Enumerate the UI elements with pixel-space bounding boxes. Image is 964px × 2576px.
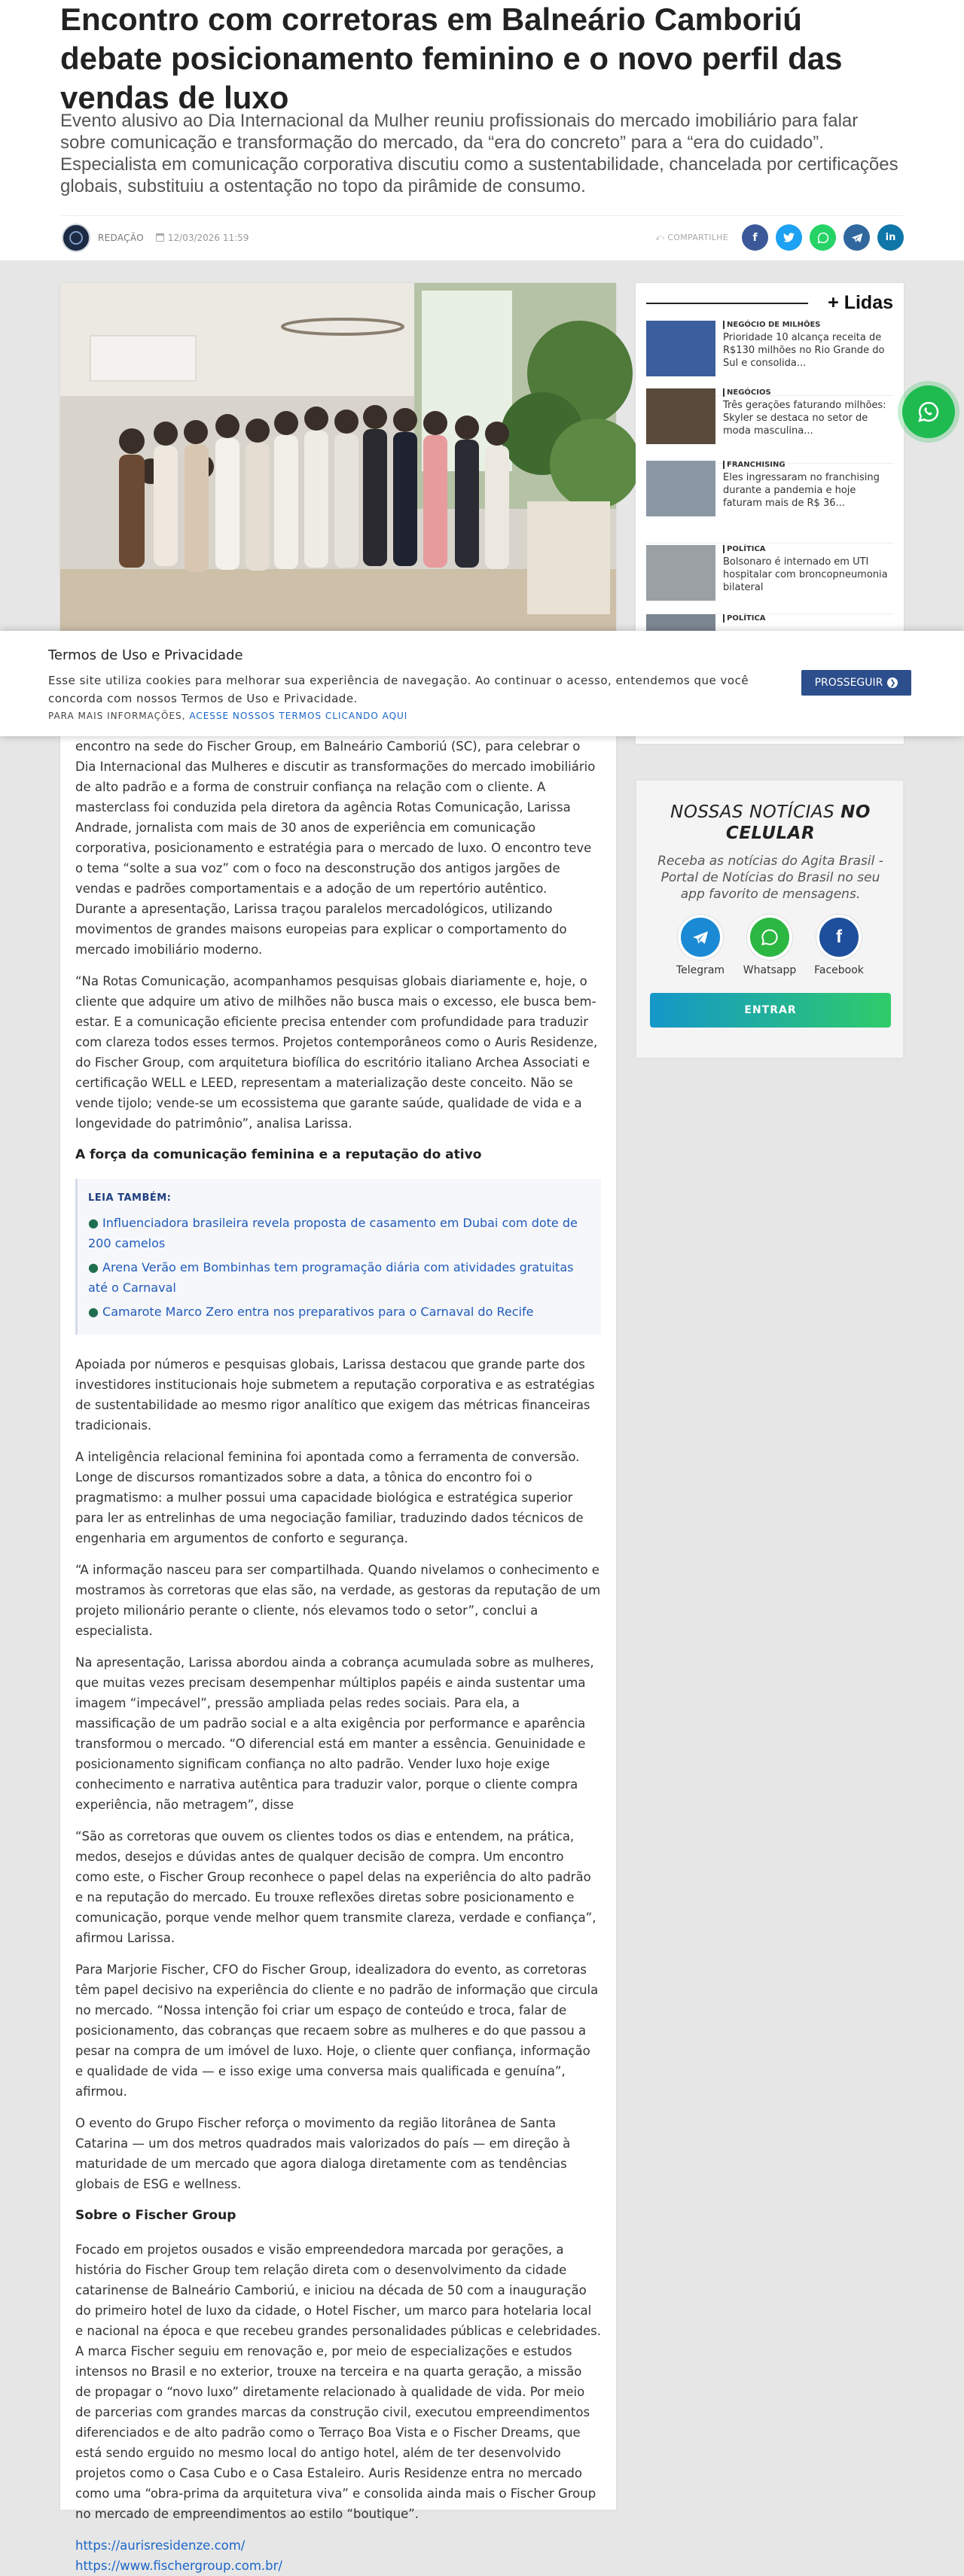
bullet-icon: ● xyxy=(88,1305,103,1319)
share-twitter-button[interactable] xyxy=(776,224,802,251)
whatsapp-float-button[interactable] xyxy=(902,385,955,438)
article-paragraph: “São as corretoras que ouvem os clientes todos os dias e entendem, na prática, medos, desejos e dúvidas antes de qualquer decisão de compra. Um encontro como este, o Fischer Group reconhece o papel delas na experiência do alto padrão e na reputação do mercado. Eu trouxe reflexões diretas sobre posicionamento e comunicação, porque vende melhor quem transmite clareza, verdade e confiança”, afirmou Larissa. xyxy=(75,1829,596,1945)
most-read-category: POLÍTICA xyxy=(723,545,893,553)
most-read-item[interactable] xyxy=(646,388,893,464)
author-name[interactable]: REDAÇÃO xyxy=(98,232,144,243)
article-paragraph: “Na Rotas Comunicação, acompanhamos pesquisas globais diariamente e, hoje, o cliente que adquire um ativo de milhões não busca mais o excesso, ele busca bem-estar. E a comunicação eficiente precisa entender com profundidade para traduzir com clareza todos esses termos. Projetos contemporâneos como o Auris Residenze, do Fischer Group, com arquitetura biofílica do escritório italiano Archea Associati e certificação WELL e LEED, representam a materialização deste conceito. Não se vende tijolo; vende-se um ecossistema que garante saúde, qualidade de vida e a longevidade do patrimônio”, analisa Larissa. xyxy=(75,974,598,1131)
whatsapp-app-link[interactable] xyxy=(740,915,799,976)
share-icon: ⤺ xyxy=(655,232,665,242)
share-bar xyxy=(655,224,904,251)
twitter-icon xyxy=(783,233,795,242)
author-avatar[interactable] xyxy=(62,224,90,252)
article-meta-bar xyxy=(60,215,904,259)
article-paragraph: A inteligência relacional feminina foi apontada como a ferramenta de conversão. Longe de discursos romantizados sobre a data, a tônica do encontro foi o pragmatismo: a mulher possui uma capacidade biológica e estratégica superior para ler as entrelinhas de uma negociação familiar, traduzindo dados técnicos de engenharia em argumentos de conforto e segurança. xyxy=(75,1450,584,1545)
cookie-title: Termos de Uso e Privacidade xyxy=(48,647,243,663)
article-subhead: Evento alusivo ao Dia Internacional da Mulher reuniu profissionais do mercado imobiliário para falar sobre comunicação e transformação do mercado, da “era do concreto” para a “era do cuidado”. Especialista em comunicação corporativa discutiu como a sustentabilidade, chancelada por certificações globais, substituiu a ostentação no topo da pirâmide de consumo. xyxy=(60,111,898,196)
read-also-box xyxy=(75,1179,601,1335)
most-read-category: NEGÓCIO DE MILHÕES xyxy=(723,321,893,329)
read-also-link-text[interactable]: Camarote Marco Zero entra nos preparativos para o Carnaval do Recife xyxy=(102,1305,534,1319)
publish-date-text: 12/03/2026 11:59 xyxy=(167,232,249,243)
most-read-title-link[interactable]: Bolsonaro é internado em UTI hospitalar com broncopneumonia bilateral xyxy=(723,556,888,593)
telegram-icon xyxy=(692,930,709,945)
share-label xyxy=(655,233,728,243)
divider xyxy=(646,303,808,304)
bullet-icon: ● xyxy=(88,1260,103,1274)
most-read-item[interactable] xyxy=(646,461,893,544)
article-text xyxy=(75,736,601,2576)
telegram-icon xyxy=(851,233,863,243)
facebook-app-button[interactable] xyxy=(816,915,862,960)
app-label[interactable]: Telegram xyxy=(676,964,725,976)
app-links xyxy=(671,915,868,976)
share-telegram-button[interactable] xyxy=(844,224,870,251)
mobile-news-title-plain: NOSSAS NOTÍCIAS xyxy=(670,802,841,822)
most-read-header xyxy=(646,292,893,314)
mobile-news-title-bold: NO CELULAR xyxy=(725,802,871,843)
telegram-app-button[interactable] xyxy=(678,915,723,960)
proceed-button-label[interactable]: PROSSEGUIR xyxy=(814,677,883,689)
mobile-news-subtitle: Receba as notícias do Agita Brasil - Portal de Notícias do Brasil no seu app favorito de mensagens. xyxy=(657,854,883,902)
most-read-category: FRANCHISING xyxy=(723,461,893,469)
article-body xyxy=(60,283,616,2573)
whatsapp-icon xyxy=(917,400,940,423)
most-read-title-link[interactable]: Prioridade 10 alcança receita de R$130 milhões no Rio Grande do Sul e consolida... xyxy=(723,332,885,369)
read-also-link[interactable] xyxy=(88,1213,590,1253)
cookie-text: Esse site utiliza cookies para melhorar sua experiência de navegação. Ao continuar o acesso, entendemos que você concorda com nossos Termos de Uso e Privacidade. xyxy=(48,674,749,705)
bullet-icon: ● xyxy=(88,1216,103,1230)
whatsapp-app-button[interactable] xyxy=(747,915,792,960)
section-heading: A força da comunicação feminina e a reputação do ativo xyxy=(75,1147,482,1162)
whatsapp-icon xyxy=(817,232,829,244)
cookie-more-info xyxy=(48,711,407,721)
most-read-title-link[interactable]: Três gerações faturando milhões: Skyler se destaca no setor de moda masculina... xyxy=(723,400,886,437)
cookie-terms-link[interactable]: ACESSE NOSSOS TERMOS CLICANDO AQUI xyxy=(189,711,408,721)
chevron-right-icon: ❯ xyxy=(887,677,898,688)
enter-button[interactable]: ENTRAR xyxy=(650,993,891,1028)
article-photo xyxy=(60,283,616,631)
article-paragraph: O evento do Grupo Fischer reforça o movimento da região litorânea de Santa Catarina — um dos metros quadrados mais valorizados do país — em direção à maturidade de um mercado que agora dialoga diretamente com as tendências globais de ESG e wellness. xyxy=(75,2116,571,2191)
read-also-link[interactable] xyxy=(88,1257,590,1298)
share-facebook-button[interactable] xyxy=(742,224,768,251)
most-read-thumbnail[interactable] xyxy=(646,388,715,444)
most-read-thumbnail[interactable] xyxy=(646,321,715,376)
app-label[interactable]: Whatsapp xyxy=(743,964,797,976)
article-paragraph: Focado em projetos ousados e visão empreendedora marcada por gerações, a história do Fischer Group tem relação direta com o desenvolvimento da cidade catarinense de Balneário Camboriú, e iniciou na década de 50 com a inauguração do primeiro hotel de luxo da cidade, o Hotel Fischer, um marco para hotelaria local e nacional na época e que recebeu grandes personalidades públicas e celebridades. A marca Fischer seguiu em renovação e, por meio de especializações e estudos intensos no Brasil e no exterior, trouxe na terceira e na quarta geração, a missão de propagar o “novo luxo” diretamente relacionado à qualidade de vida. Por meio de parcerias com grandes marcas da construção civil, executou empreendimentos diferenciados e de alto padrão como o Terraço Boa Vista e o Fischer Dreams, que está sendo erguido no mesmo local do antigo hotel, além de ter desenvolvido projetos como o Casa Cubo e o Casa Estaleiro. Auris Residenze entra no mercado como uma “obra-prima da arquitetura viva” e consolida ainda mais o Fischer Group no mercado de empreendimentos ao estilo “boutique”. xyxy=(75,2243,601,2521)
read-also-link[interactable] xyxy=(88,1302,590,1322)
article-paragraph: Na apresentação, Larissa abordou ainda a cobrança acumulada sobre as mulheres, que muitas vezes precisam desempenhar múltiplos papéis e ainda sustentar uma imagem “impecável”, pressão ampliada pelas redes sociais. Para ela, a massificação de um padrão social e a alta exigência por performance e aparência transformou o mercado. “O diferencial está em manter a essência. Genuinidade e posicionamento significam confiança no alto padrão. Vender luxo hoje exige conhecimento e narrativa autêntica para traduzir valor, porque o cliente compra experiência, não metragem”, disse xyxy=(75,1655,594,1812)
most-read-item[interactable] xyxy=(646,321,893,396)
read-also-link-text[interactable]: Influenciadora brasileira revela proposta de casamento em Dubai com dote de 200 camelos xyxy=(88,1216,578,1250)
most-read-title-link[interactable]: Eles ingressaram no franchising durante a pandemia e hoje faturam mais de R$ 36... xyxy=(723,472,880,509)
facebook-icon: f xyxy=(836,927,842,947)
cookie-more-prefix: PARA MAIS INFORMAÇÕES, xyxy=(48,711,186,721)
read-also-link-text[interactable]: Arena Verão em Bombinhas tem programação diária com atividades gratuitas até o Carnaval xyxy=(88,1260,574,1295)
proceed-button[interactable] xyxy=(801,670,911,696)
external-link-auris[interactable]: https://aurisresidenze.com/ xyxy=(75,2538,246,2553)
facebook-app-link[interactable] xyxy=(810,915,868,976)
read-also-title: LEIA TAMBÉM: xyxy=(88,1192,172,1204)
article-paragraph: encontro na sede do Fischer Group, em Balneário Camboriú (SC), para celebrar o Dia Internacional das Mulheres e discutir as transformações do mercado imobiliário de alto padrão e a forma de construir confiança na relação com o cliente. A masterclass foi conduzida pela diretora da agência Rotas Comunicação, Larissa Andrade, jornalista com mais de 30 anos de experiência em comunicação corporativa, posicionamento e estratégia para o mercado de luxo. O encontro teve o tema “solte a sua voz” com o foco na desconstrução dos antigos jargões de vendas e padrões comportamentais e a adoção de um repertório autêntico. Durante a apresentação, Larissa traçou paralelos mercadológicos, utilizando movimentos de grandes maisons europeias para explicar o comportamento do mercado imobiliário moderno. xyxy=(75,739,596,957)
mobile-news-title xyxy=(636,802,905,844)
calendar-icon xyxy=(156,233,164,242)
article-paragraph: Para Marjorie Fischer, CFO do Fischer Group, idealizadora do evento, as corretoras têm papel decisivo na experiência do cliente e no padrão de informação que circula no mercado. “Nossa intenção foi criar um espaço de conteúdo e troca, falar de posicionamento, das cobranças que recaem sobre as mulheres e do que passou a pesar na compra de um imóvel de luxo. Hoje, o cliente quer confiança, informação e qualidade de vida — e isso exige uma conversa mais qualificada e genuína”, afirmou. xyxy=(75,1962,599,2099)
share-linkedin-button[interactable] xyxy=(877,224,904,251)
article-headline: Encontro com corretoras em Balneário Camboriú debate posicionamento feminino e o novo perfil das vendas de luxo xyxy=(60,2,843,115)
event-group-photo xyxy=(60,283,616,631)
section-heading: Sobre o Fischer Group xyxy=(75,2208,236,2223)
external-link-fischer[interactable]: https://www.fischergroup.com.br/ xyxy=(75,2559,282,2573)
telegram-app-link[interactable] xyxy=(671,915,730,976)
whatsapp-icon xyxy=(761,928,779,946)
most-read-category: NEGÓCIOS xyxy=(723,388,893,397)
most-read-title: + Lidas xyxy=(828,292,893,313)
article-paragraph: Apoiada por números e pesquisas globais, Larissa destacou que grande parte dos investidores institucionais hoje submetem a reputação corporativa e as estratégias de sustentabilidade ao mesmo rigor analítico que exigem das métricas financeiras tradicionais. xyxy=(75,1357,595,1433)
publish-date xyxy=(156,233,249,243)
article-header xyxy=(0,0,964,260)
facebook-icon: f xyxy=(752,231,758,244)
article-paragraph: “A informação nasceu para ser compartilhada. Quando nivelamos o conhecimento e mostramos às corretoras que elas são, na verdade, as gestoras da reputação de um projeto milionário perante o cliente, nós elevamos todo o setor”, conclui a especialista. xyxy=(75,1563,601,1638)
share-label-text: COMPARTILHE xyxy=(667,233,728,242)
most-read-category: POLÍTICA xyxy=(723,614,766,623)
share-whatsapp-button[interactable] xyxy=(810,224,836,251)
linkedin-icon: in xyxy=(885,232,896,243)
most-read-thumbnail[interactable] xyxy=(646,461,715,516)
most-read-thumbnail[interactable] xyxy=(646,545,715,601)
most-read-item[interactable] xyxy=(646,545,893,614)
app-label[interactable]: Facebook xyxy=(814,964,864,976)
mobile-news-widget xyxy=(636,780,904,1058)
cookie-consent-bar xyxy=(0,631,964,736)
